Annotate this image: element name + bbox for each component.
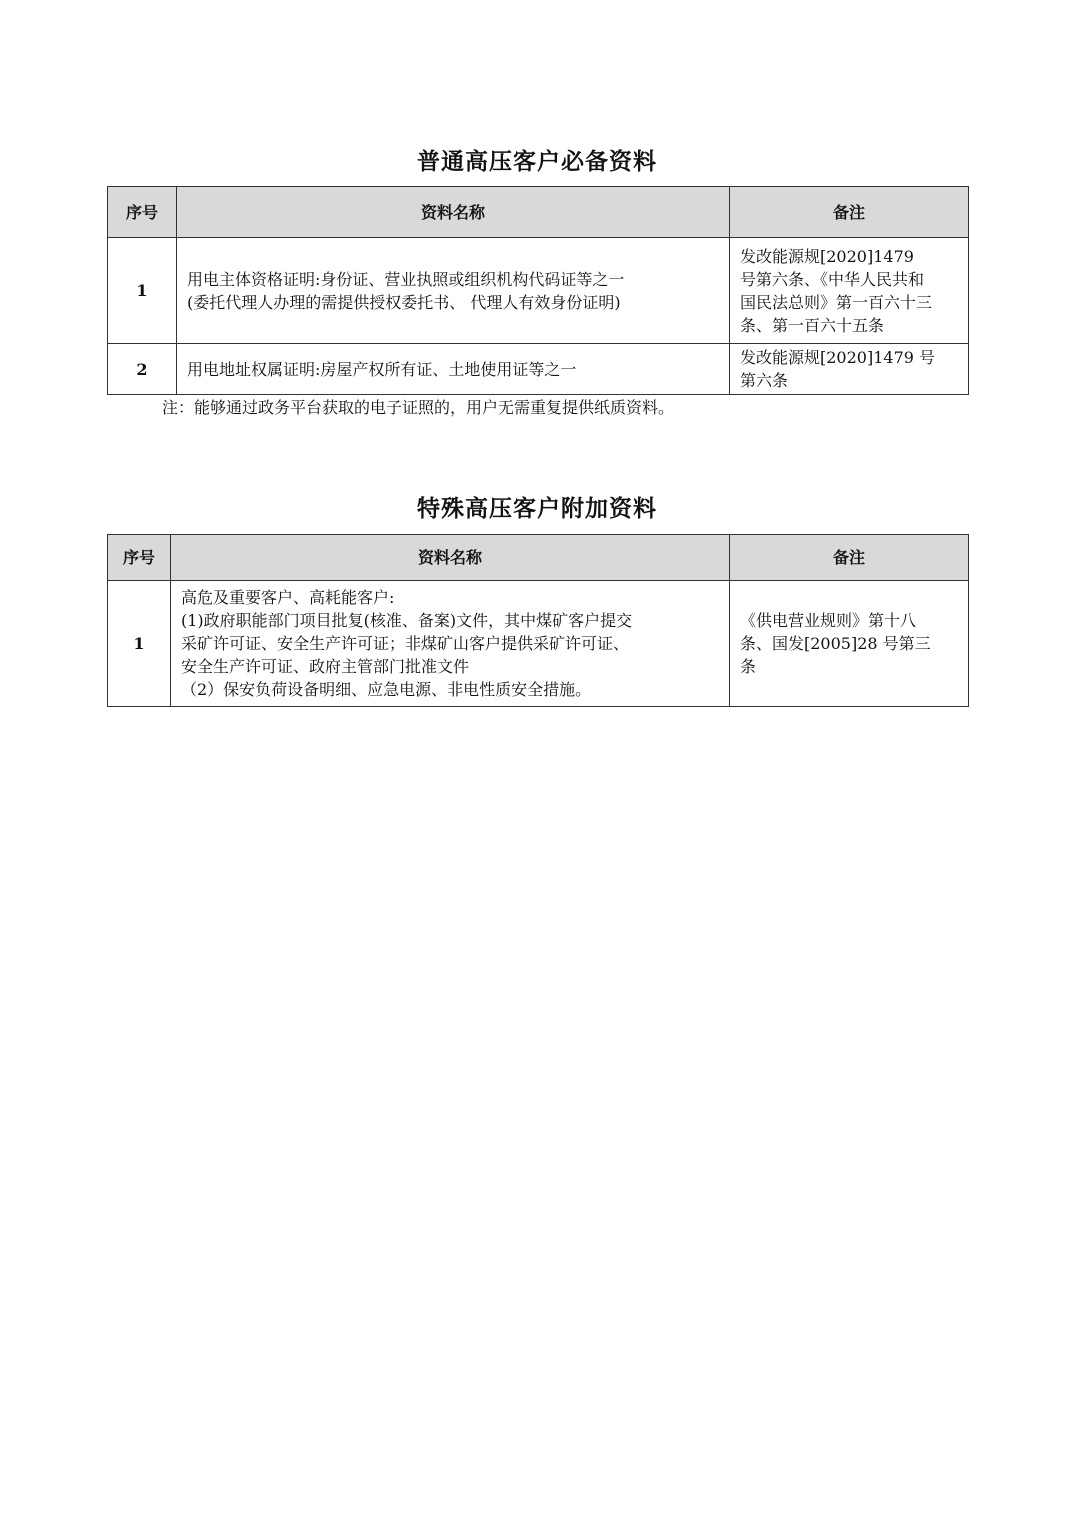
section1-title: 普通高压客户必备资料 <box>417 148 657 175</box>
row-note <box>730 238 969 344</box>
row-name-line: 高危及重要客户、高耗能客户: <box>181 588 395 607</box>
additional-materials-table <box>107 534 969 707</box>
table-row <box>108 238 969 344</box>
row-index: 2 <box>108 344 177 395</box>
row-name-line: （2）保安负荷设备明细、应急电源、非电性质安全措施。 <box>181 680 592 699</box>
row-note <box>730 344 969 395</box>
row-name-line: 采矿许可证、安全生产许可证；非煤矿山客户提供采矿许可证、 <box>181 634 630 653</box>
footnote: 注：能够通过政务平台获取的电子证照的，用户无需重复提供纸质资料。 <box>162 398 675 417</box>
header-index: 序号 <box>108 187 177 238</box>
header-name: 资料名称 <box>177 187 730 238</box>
row-name-line: (委托代理人办理的需提供授权委托书、 代理人有效身份证明) <box>187 292 621 312</box>
row-name <box>171 581 730 707</box>
row-note-line: 第六条 <box>740 371 789 390</box>
row-note-line: 国民法总则》第一百六十三 <box>740 292 933 312</box>
row-index: 1 <box>108 238 177 344</box>
table-row <box>108 581 969 707</box>
table-row <box>108 344 969 395</box>
row-note-line: 条、国发[2005]28 号第三 <box>740 634 931 653</box>
row-name-line: 安全生产许可证、政府主管部门批准文件 <box>181 657 470 676</box>
row-note-line: 发改能源规[2020]1479 <box>740 246 914 266</box>
section2-title: 特殊高压客户附加资料 <box>417 495 657 522</box>
row-name <box>177 238 730 344</box>
header-name: 资料名称 <box>171 535 730 581</box>
row-name <box>177 344 730 395</box>
row-index: 1 <box>108 581 171 707</box>
row-note-line: 条 <box>740 657 757 676</box>
row-note-line: 发改能源规[2020]1479 号 <box>740 348 936 367</box>
header-index: 序号 <box>108 535 171 581</box>
row-note-line: 号第六条、《中华人民共和 <box>740 269 925 289</box>
table-header-row <box>108 535 969 581</box>
row-note-line: 条、第一百六十五条 <box>740 315 885 335</box>
header-note: 备注 <box>730 187 969 238</box>
row-name-line: 用电主体资格证明:身份证、营业执照或组织机构代码证等之一 <box>187 269 625 289</box>
table-header-row <box>108 187 969 238</box>
row-name-line: 用电地址权属证明:房屋产权所有证、土地使用证等之一 <box>187 359 577 379</box>
required-materials-table <box>107 186 969 395</box>
row-note-line: 《供电营业规则》第十八 <box>740 611 917 630</box>
row-note <box>730 581 969 707</box>
row-name-line: (1)政府职能部门项目批复(核准、备案)文件，其中煤矿客户提交 <box>181 611 633 630</box>
header-note: 备注 <box>730 535 969 581</box>
